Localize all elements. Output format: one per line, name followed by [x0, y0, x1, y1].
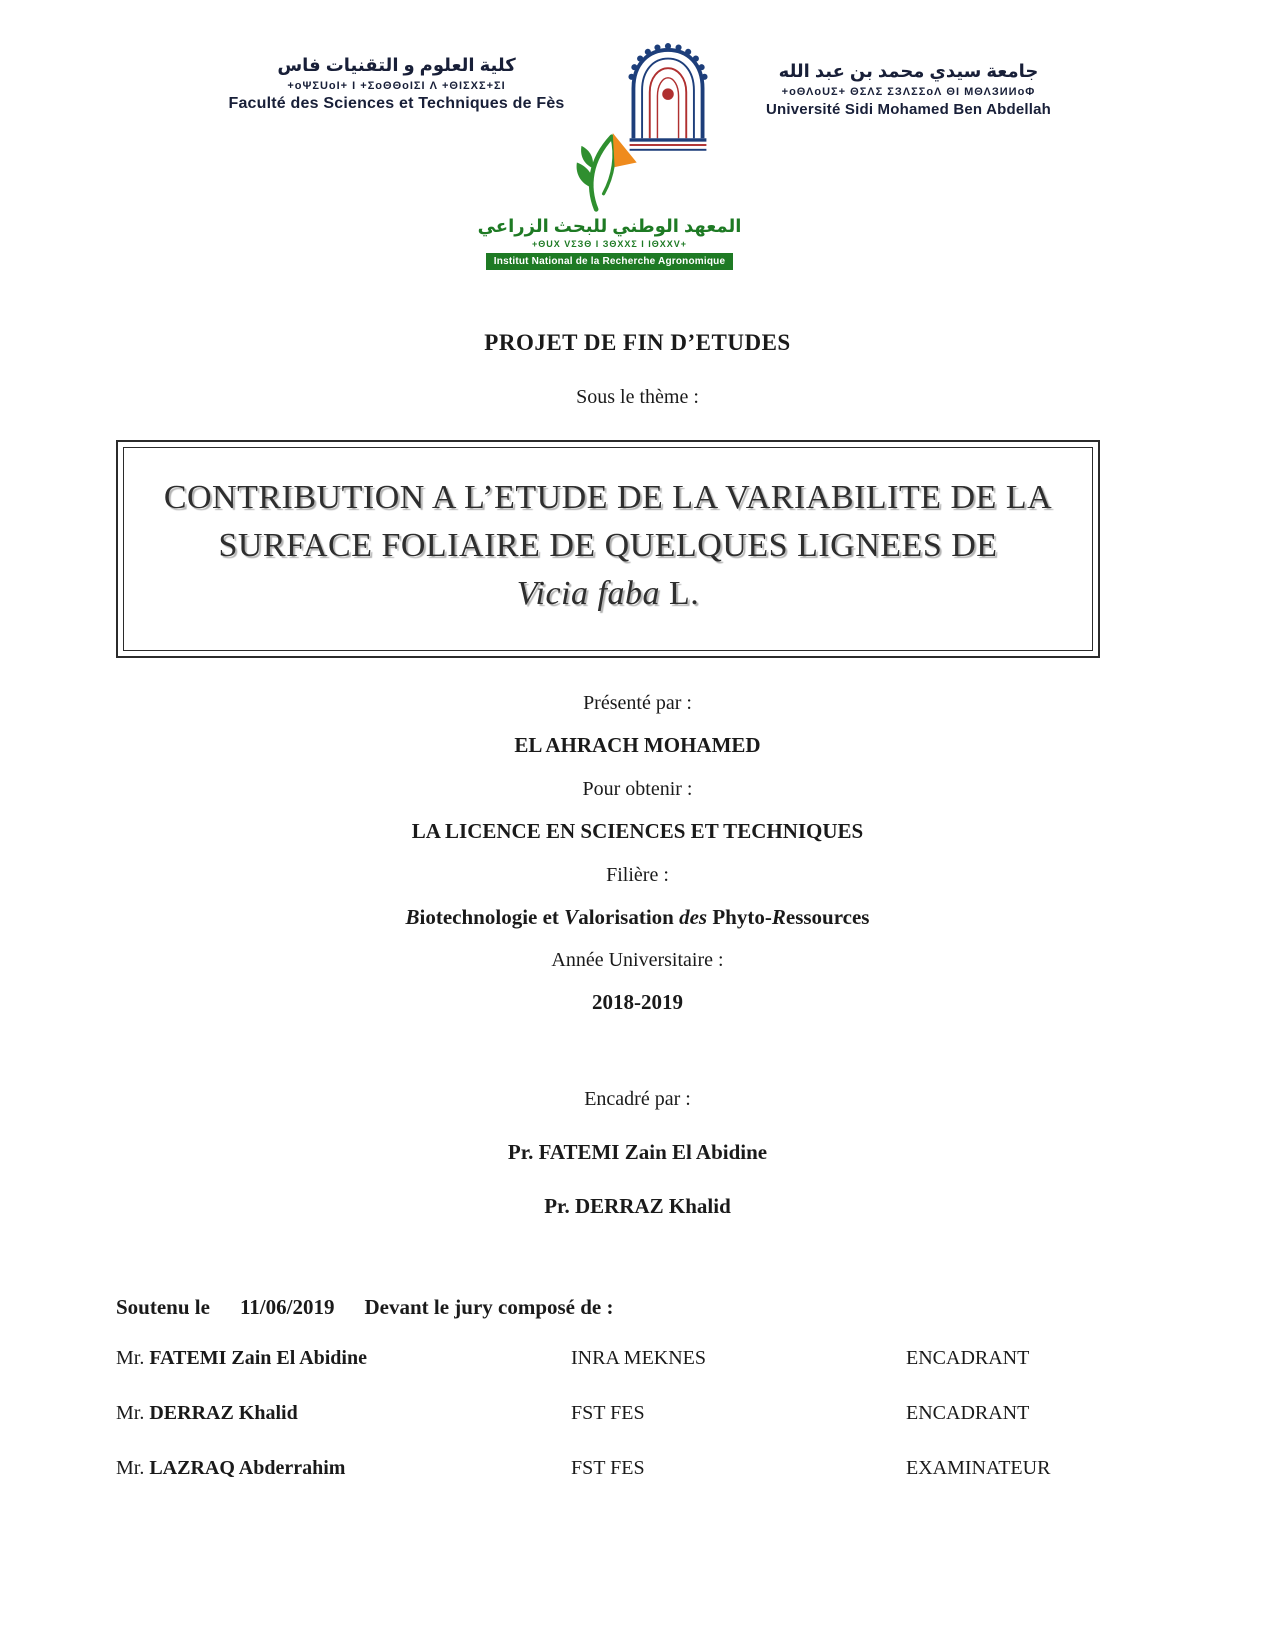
- jury-row: [116, 1402, 1165, 1457]
- jury-member-fullname: DERRAZ Khalid: [149, 1402, 298, 1424]
- faculty-name-tifinagh: +oΨΣUoI+ I +ΣoΘΘoIΣI Λ +ΘIΣΧΣ+ΣI: [287, 79, 506, 92]
- university-name-french: Université Sidi Mohamed Ben Abdellah: [765, 100, 1052, 118]
- university-name-arabic: جامعة سيدي محمد بن عبد الله: [778, 61, 1039, 81]
- defense-label: Soutenu le: [116, 1295, 210, 1319]
- jury-member-fullname: LAZRAQ Abderrahim: [149, 1457, 346, 1479]
- jury-member-name: [116, 1402, 571, 1425]
- field-part: iotechnologie et: [419, 905, 565, 929]
- jury-member-affiliation: INRA MEKNES: [571, 1347, 707, 1369]
- field-part: Phyto-: [707, 905, 772, 929]
- supervisor-1: Pr. FATEMI Zain El Abidine: [507, 1140, 768, 1164]
- thesis-title-line3: [136, 570, 1080, 618]
- defense-line: [116, 1295, 614, 1320]
- inra-name-arabic: المعهد الوطني للبحث الزراعي: [477, 216, 742, 236]
- field-part: B: [405, 905, 420, 929]
- faculty-name-french: Faculté des Sciences et Techniques de Fès: [228, 94, 565, 112]
- jury-member-name: [116, 1457, 571, 1480]
- faculty-block: [202, 38, 592, 113]
- jury-member-prefix: Mr.: [116, 1347, 145, 1369]
- defense-date: 11/06/2019: [239, 1295, 335, 1319]
- field-part: V: [564, 905, 579, 929]
- supervisor-2: Pr. DERRAZ Khalid: [544, 1194, 731, 1218]
- thesis-title: [136, 474, 1080, 618]
- jury-member-affiliation: FST FES: [571, 1402, 645, 1424]
- jury-row: [116, 1457, 1165, 1512]
- species-suffix: L.: [659, 575, 700, 612]
- jury-member-affiliation: FST FES: [571, 1457, 645, 1479]
- field-part: R: [771, 905, 786, 929]
- inra-name-tifinagh: +ΘUX VΣЗΘ I ЗΘΧΧΣ I IΘΧΧV+: [531, 239, 688, 249]
- presented-by-label: Présenté par :: [583, 692, 692, 714]
- university-block: [744, 38, 1074, 118]
- jury-member-prefix: Mr.: [116, 1402, 145, 1424]
- field-part: alorisation: [578, 905, 680, 929]
- field-label: Filière :: [606, 864, 669, 886]
- degree-name: LA LICENCE EN SCIENCES ET TECHNIQUES: [411, 819, 864, 843]
- field-part: essources: [785, 905, 870, 929]
- jury-member-role: EXAMINATEUR: [906, 1457, 1051, 1479]
- field-name: [0, 905, 1275, 930]
- faculty-name-arabic: كلية العلوم و التقنيات فاس: [277, 55, 516, 75]
- jury-member-role: ENCADRANT: [906, 1347, 1030, 1369]
- theme-label: Sous le thème :: [576, 386, 699, 408]
- university-name-tifinagh: +oΘΛoUΣ+ ΘΣΛΣ ΣЗΛΣΣoΛ ΘI MΘΛЗИИoΦ: [781, 85, 1036, 98]
- thesis-title-line1: CONTRIBUTION A L’ETUDE DE LA VARIABILITE DE LA: [163, 479, 1053, 516]
- jury-member-prefix: Mr.: [116, 1457, 145, 1479]
- document-type-heading: PROJET DE FIN D’ETUDES: [484, 330, 791, 355]
- jury-member-fullname: FATEMI Zain El Abidine: [149, 1347, 367, 1369]
- academic-year-label: Année Universitaire :: [551, 949, 724, 971]
- jury-member-name: [116, 1347, 571, 1370]
- species-name: Vicia faba: [516, 575, 660, 612]
- jury-member-role: ENCADRANT: [906, 1402, 1030, 1424]
- academic-year: 2018-2019: [592, 990, 683, 1014]
- title-box: [116, 440, 1100, 658]
- inra-plant-icon: [551, 122, 669, 214]
- title-box-inner: [123, 447, 1093, 651]
- inra-banner: Institut National de la Recherche Agronomique: [486, 253, 733, 270]
- author-name: EL AHRACH MOHAMED: [514, 733, 761, 757]
- jury-intro-label: Devant le jury composé de :: [364, 1295, 614, 1319]
- jury-row: [116, 1347, 1165, 1402]
- thesis-title-line2: SURFACE FOLIAIRE DE QUELQUES LIGNEES DE: [218, 527, 998, 564]
- obtain-label: Pour obtenir :: [582, 778, 693, 800]
- supervised-by-label: Encadré par :: [584, 1088, 691, 1110]
- inra-block: [0, 122, 1247, 270]
- jury-table: [116, 1347, 1165, 1512]
- field-part: des: [679, 905, 708, 929]
